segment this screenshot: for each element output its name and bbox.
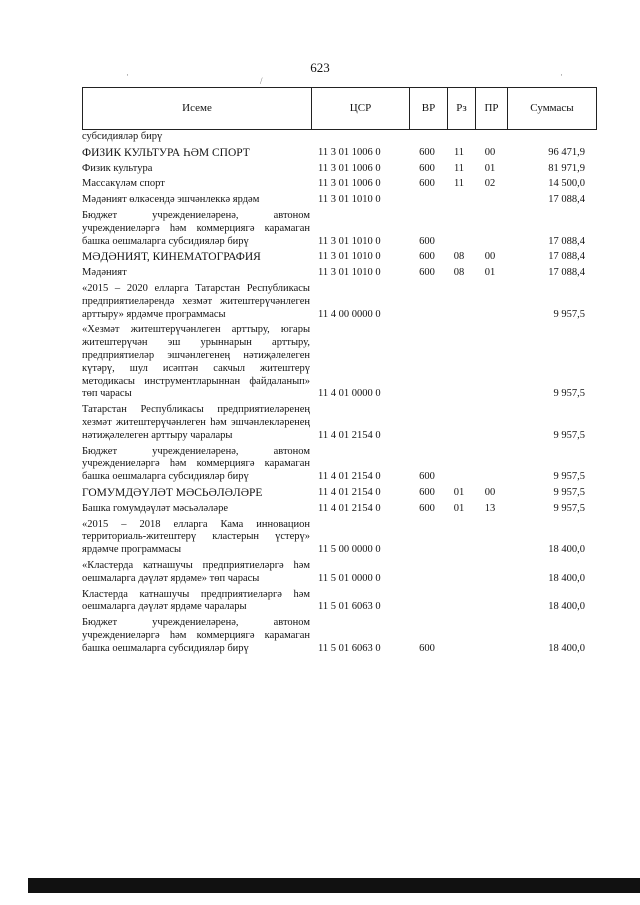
row-name: «Кластерда катнашучы предприятиеләргә һәм оешмаларга дәүләт ярдәме» төп чарасы (82, 559, 310, 584)
row-sum: 14 500,0 (548, 178, 585, 190)
row-csr: 11 5 00 0000 0 (318, 544, 381, 556)
row-csr: 11 5 01 6063 0 (318, 642, 381, 654)
row-vr: 600 (419, 251, 435, 263)
row-vr: 600 (419, 146, 435, 158)
scan-mark: · (126, 70, 129, 80)
row-sum: 81 971,9 (548, 162, 585, 174)
row-name: Бюджет учреждениеләренә, автоном учреждениеләргә һәм коммерциягә карамаган башка оешмаларга субсидияләр бирү (82, 209, 310, 247)
row-pr: 01 (484, 267, 496, 279)
row-csr: 11 4 01 2154 0 (318, 502, 381, 514)
scan-mark: / (260, 76, 263, 86)
table-row (82, 519, 597, 557)
row-sum: 9 957,5 (553, 471, 585, 483)
header-csr: ЦСР (311, 88, 409, 129)
row-sum: 17 088,4 (548, 235, 585, 247)
table-row (82, 446, 597, 484)
header-pr: ПР (475, 88, 507, 129)
row-rz: 08 (453, 251, 465, 263)
row-sum: 96 471,9 (548, 146, 585, 158)
row-csr: 11 4 01 2154 0 (318, 471, 381, 483)
row-sum: 9 957,5 (553, 486, 585, 498)
table-row (82, 194, 597, 207)
row-name: Массакүләм спорт (82, 178, 165, 190)
row-rz: 01 (453, 486, 465, 498)
row-name: Башка гомумдәүләт мәсьәләләре (82, 502, 228, 514)
scan-bottom-edge (28, 878, 640, 893)
row-name: Татарстан Республикасы предприятиеләренең хезмәт житештерүчәнлеген һәм эшчәнлекләренең нәтиҗәлелеген арттыру чаралары (82, 404, 310, 441)
budget-table-body (82, 131, 597, 658)
row-vr: 600 (419, 162, 435, 174)
row-name: «Хезмәт житештерүчәнлеген арттыру, югары житештерүчән эш урыннарын арттыру, предприятиеләр эшчәнлегенең нәтиҗәлелеген күтәрү, шул исәптән сакчыл житештерү методикасы инструментларыннан файдаланып» төп чарасы (82, 324, 310, 400)
row-csr: 11 4 01 0000 0 (318, 388, 381, 400)
row-name: Бюджет учреждениеләренә, автоном учреждениеләргә һәм коммерциягә карамаган башка оешмаларга субсидияләр бирү (82, 445, 310, 483)
row-rz: 11 (453, 162, 465, 174)
row-pr: 00 (484, 251, 496, 263)
scan-mark: · (560, 70, 563, 80)
row-name: ГОМУМДӘҮЛӘТ МӘСЬӘЛӘЛӘРЕ (82, 486, 263, 499)
row-vr: 600 (419, 178, 435, 190)
row-csr: 11 3 01 1010 0 (318, 235, 381, 247)
header-rz: Рз (447, 88, 475, 129)
table-row (82, 617, 597, 655)
row-vr: 600 (419, 471, 435, 483)
table-row (82, 487, 597, 500)
table-row (82, 267, 597, 280)
header-name: Исеме (182, 102, 212, 114)
table-row (82, 131, 597, 144)
row-vr: 600 (419, 235, 435, 247)
row-csr: 11 4 01 2154 0 (318, 486, 381, 498)
table-row (82, 178, 597, 191)
row-vr: 600 (419, 486, 435, 498)
row-sum: 17 088,4 (548, 251, 585, 263)
page-number: 623 (310, 60, 330, 75)
header-vr: ВР (409, 88, 447, 129)
table-row (82, 163, 597, 176)
row-pr: 01 (484, 162, 496, 174)
row-csr: 11 4 01 2154 0 (318, 429, 381, 441)
row-rz: 08 (453, 267, 465, 279)
row-sum: 17 088,4 (548, 194, 585, 206)
table-header (82, 87, 597, 130)
table-row (82, 210, 597, 248)
row-csr: 11 3 01 1010 0 (318, 194, 381, 206)
row-name: Физик культура (82, 162, 153, 174)
row-sum: 9 957,5 (553, 388, 585, 400)
row-csr: 11 3 01 1006 0 (318, 146, 381, 158)
row-pr: 02 (484, 178, 496, 190)
row-csr: 11 5 01 6063 0 (318, 601, 381, 613)
row-name: Мәдәният өлкәсендә эшчәнлеккә ярдәм (82, 194, 260, 206)
row-name: Мәдәният (82, 267, 127, 279)
row-sum: 18 400,0 (548, 642, 585, 654)
row-name: МӘДӘНИЯТ, КИНЕМАТОГРАФИЯ (82, 251, 261, 264)
row-csr: 11 3 01 1006 0 (318, 162, 381, 174)
row-csr: 11 5 01 0000 0 (318, 572, 381, 584)
row-vr: 600 (419, 502, 435, 514)
row-sum: 9 957,5 (553, 502, 585, 514)
table-row (82, 560, 597, 586)
row-csr: 11 3 01 1006 0 (318, 178, 381, 190)
row-sum: 17 088,4 (548, 267, 585, 279)
row-csr: 11 4 00 0000 0 (318, 308, 381, 320)
row-name: «2015 – 2018 елларга Кама инновацион территориаль-житештерү кластерын үстерү» ярдәмче программасы (82, 518, 310, 556)
row-sum: 9 957,5 (553, 308, 585, 320)
row-pr: 00 (484, 146, 496, 158)
row-pr: 00 (484, 486, 496, 498)
table-row (82, 147, 597, 160)
row-name: ФИЗИК КУЛЬТУРА ҺӘМ СПОРТ (82, 146, 250, 159)
row-rz: 11 (453, 146, 465, 158)
table-row (82, 589, 597, 615)
table-row (82, 324, 597, 401)
row-vr: 600 (419, 267, 435, 279)
row-vr: 600 (419, 642, 435, 654)
row-name: Бюджет учреждениеләренә, автоном учреждениеләргә һәм коммерциягә карамаган башка оешмаларга субсидияләр бирү (82, 617, 310, 654)
row-name: «2015 – 2020 елларга Татарстан Республикасы предприятиеләрендә хезмәт житештерүчәнлеген арттыру» ярдәмче программасы (82, 282, 310, 320)
table-row (82, 503, 597, 516)
row-rz: 01 (453, 502, 465, 514)
table-row (82, 404, 597, 442)
header-sum: Суммасы (507, 88, 596, 129)
table-row (82, 251, 597, 264)
row-sum: 18 400,0 (548, 544, 585, 556)
row-name: Кластерда катнашучы предприятиеләргә һәм оешмаларга дәүләт ярдәме чаралары (82, 588, 310, 613)
row-csr: 11 3 01 1010 0 (318, 251, 381, 263)
row-sum: 9 957,5 (553, 429, 585, 441)
row-pr: 13 (484, 502, 496, 514)
row-rz: 11 (453, 178, 465, 190)
table-row (82, 283, 597, 321)
row-name: субсидияләр бирү (82, 131, 163, 142)
row-csr: 11 3 01 1010 0 (318, 267, 381, 279)
row-sum: 18 400,0 (548, 601, 585, 613)
row-sum: 18 400,0 (548, 572, 585, 584)
